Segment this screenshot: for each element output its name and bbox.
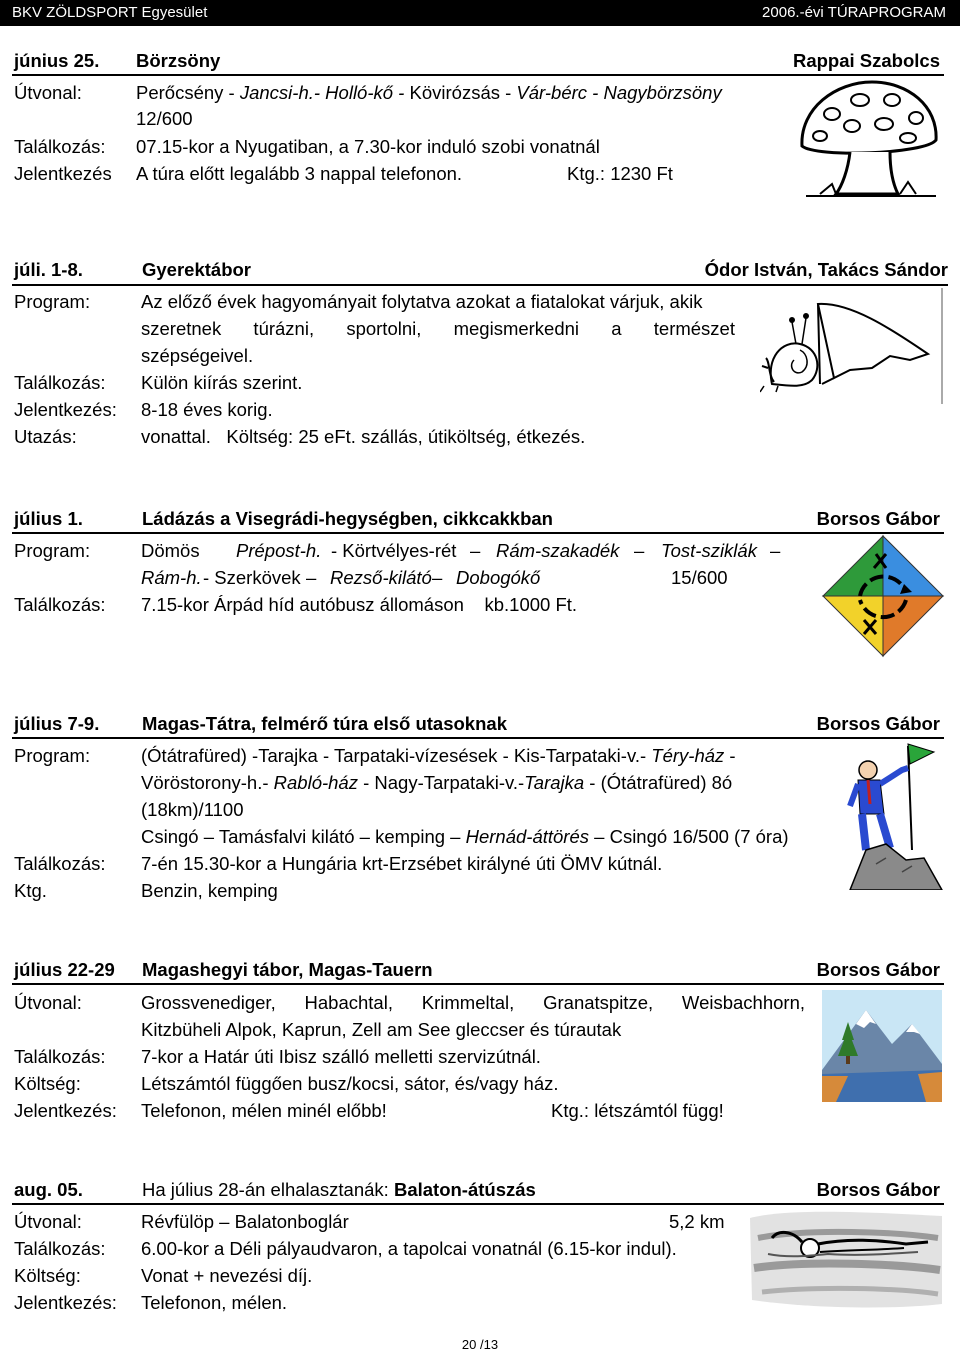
route-part: Kövirózsás - (409, 82, 517, 103)
registration-text: 8-18 éves korig. (141, 399, 273, 420)
meeting-text: 6.00-kor a Déli pályaudvaron, a tapolcai vonatnál (6.15-kor indul). (141, 1238, 677, 1259)
registration-label: Jelentkezés: (14, 1100, 117, 1121)
route-text: Révfülöp – Balatonboglár (141, 1211, 349, 1232)
route-dash: – (770, 540, 781, 561)
meeting-label: Találkozás: (14, 372, 106, 393)
event-leader: Ódor István, Takács Sándor (704, 259, 948, 280)
event-title: Gyerektábor (142, 259, 251, 280)
registration-label: Jelentkezés: (14, 399, 117, 420)
event-title-main: Balaton-átúszás (393, 1179, 536, 1200)
program-part: - Nagy-Tarpataki-v.- (357, 772, 525, 793)
fee-text: Benzin, kemping (141, 880, 278, 901)
meeting-text: 07.15-kor a Nyugatiban, a 7.30-kor induló szobi vonatnál (136, 136, 600, 157)
meeting-text: Külön kiírás szerint. (141, 372, 303, 393)
mushroom-illustration (796, 78, 944, 200)
meeting-label: Találkozás: (14, 1046, 106, 1067)
header-program-title: 2006.-évi TÚRAPROGRAM (762, 4, 946, 21)
section-divider (12, 1203, 944, 1205)
cost-text: Vonat + nevezési díj. (141, 1265, 313, 1286)
route-distance: 12/600 (136, 108, 193, 129)
event-title (142, 1179, 536, 1201)
registration-label: Jelentkezés (14, 163, 112, 184)
swimmer-illustration (748, 1208, 944, 1310)
route-stop: Tost-sziklák (661, 540, 757, 561)
registration-text: Telefonon, mélen minél előbb! (141, 1100, 387, 1121)
program-part: Hernád-áttörés (465, 826, 590, 847)
program-line (141, 826, 789, 848)
program-label: Program: (14, 745, 91, 766)
route-label: Útvonal: (14, 1211, 82, 1232)
program-line: (18km)/1100 (141, 799, 244, 820)
registration-label: Jelentkezés: (14, 1292, 117, 1313)
program-part: (Ótátrafüred) -Tarajka - Tarpataki-vízesések - Kis-Tarpataki-v.- (141, 745, 652, 766)
route-stop: Dömös (141, 540, 200, 561)
program-part: Téry-ház (651, 745, 725, 766)
event-title-prefix: Ha július 28-án elhalasztanák: (142, 1179, 394, 1200)
event-date: július 7-9. (14, 713, 100, 734)
route-dash: – (432, 567, 443, 588)
route-stop: Rám-h. (141, 567, 202, 588)
program-part: Tarajka (524, 772, 585, 793)
event-date: júli. 1-8. (14, 259, 83, 280)
cost-text: Létszámtól függően busz/kocsi, sátor, és/vagy ház. (141, 1073, 559, 1094)
event-leader: Borsos Gábor (816, 508, 940, 529)
program-part: Rabló-ház (273, 772, 358, 793)
meeting-label: Találkozás: (14, 594, 106, 615)
program-line: Az előző évek hagyományait folytatva azokat a fiatalokat várjuk, akik (141, 291, 703, 312)
event-title: Magas-Tátra, felmérő túra első utasoknak (142, 713, 507, 734)
program-line: szeretnek túrázni, sportolni, megismerkedni a természet (141, 318, 735, 339)
program-part: Vöröstorony-h.- (141, 772, 274, 793)
section-divider (12, 284, 948, 286)
registration-text: A túra előtt legalább 3 nappal telefonon. (136, 163, 463, 184)
page-number: 20 /13 (461, 1337, 499, 1352)
meeting-text: 7-én 15.30-kor a Hungária krt-Erzsébet királyné úti ÖMV kútnál. (141, 853, 663, 874)
meeting-text: 7-kor a Határ úti Ibisz szálló melletti szervizútnál. (141, 1046, 541, 1067)
event-date: június 25. (14, 50, 100, 71)
route-stop: - Szerkövek (203, 567, 301, 588)
route-stop: Rám-szakadék (496, 540, 620, 561)
event-date: július 1. (14, 508, 83, 529)
meeting-label: Találkozás: (14, 136, 106, 157)
meeting-label: Találkozás: (14, 1238, 106, 1259)
meeting-label: Találkozás: (14, 853, 106, 874)
program-part: – Csingó 16/500 (7 óra) (589, 826, 789, 847)
cost-label: Költség: (14, 1265, 81, 1286)
travel-text: vonattal. Költség: 25 eFt. szállás, útiköltség, étkezés. (141, 426, 586, 447)
route-dash: – (470, 540, 481, 561)
route-dash: – (634, 540, 645, 561)
program-line: szépségeivel. (141, 345, 254, 366)
route-dash: – (306, 567, 317, 588)
route-distance: 15/600 (671, 567, 728, 588)
snail-tent-illustration (760, 288, 944, 406)
hiker-flag-illustration (846, 740, 944, 890)
route-line: Grossvenediger, Habachtal, Krimmeltal, Granatspitze, Weisbachhorn, (141, 992, 805, 1013)
program-label: Program: (14, 540, 91, 561)
program-part: Csingó – Tamásfalvi kilátó – kemping – (141, 826, 466, 847)
program-part: - (Ótátrafüred) 8ó (584, 772, 733, 793)
event-leader: Borsos Gábor (816, 959, 940, 980)
route-text (136, 82, 722, 104)
event-date: július 22-29 (14, 959, 115, 980)
program-part: - (724, 745, 736, 766)
fee-label: Ktg. (14, 880, 47, 901)
travel-label: Utazás: (14, 426, 77, 447)
route-label: Útvonal: (14, 82, 82, 103)
fee-text: Ktg.: 1230 Ft (567, 163, 673, 184)
program-line (141, 745, 736, 767)
route-stop: Prépost-h. (236, 540, 322, 561)
meeting-text: 7.15-kor Árpád híd autóbusz állomáson kb.1000 Ft. (141, 594, 578, 615)
mountain-lake-illustration (822, 990, 942, 1102)
event-leader: Borsos Gábor (816, 713, 940, 734)
section-divider (12, 532, 944, 534)
route-label: Útvonal: (14, 992, 82, 1013)
section-divider (12, 983, 944, 985)
route-part: Jancsi-h.- Holló-kő - (239, 82, 410, 103)
program-label: Program: (14, 291, 91, 312)
event-leader: Borsos Gábor (816, 1179, 940, 1200)
section-divider (12, 737, 944, 739)
header-organization: BKV ZÖLDSPORT Egyesület (12, 4, 208, 21)
route-stop: Dobogókő (456, 567, 541, 588)
fee-text: Ktg.: létszámtól függ! (551, 1100, 724, 1121)
event-title: Magashegyi tábor, Magas-Tauern (142, 959, 433, 980)
event-leader: Rappai Szabolcs (792, 50, 940, 71)
route-distance: 5,2 km (669, 1211, 725, 1232)
route-part: Vár-bérc - Nagybörzsöny (516, 82, 722, 103)
registration-text: Telefonon, mélen. (141, 1292, 288, 1313)
route-line: Kitzbüheli Alpok, Kaprun, Zell am See gleccser és túrautak (141, 1019, 622, 1040)
event-title: Börzsöny (136, 50, 221, 71)
event-date: aug. 05. (14, 1179, 83, 1200)
cost-label: Költség: (14, 1073, 81, 1094)
event-title: Ládázás a Visegrádi-hegységben, cikkcakkban (142, 508, 553, 529)
route-part: Perőcsény - (136, 82, 240, 103)
route-stop: - Körtvélyes-rét (331, 540, 457, 561)
route-stop: Rezső-kilátó (330, 567, 432, 588)
header-bar (0, 0, 960, 26)
section-divider (12, 74, 944, 76)
geocache-diamond-icon (820, 534, 946, 658)
program-line (141, 772, 732, 794)
